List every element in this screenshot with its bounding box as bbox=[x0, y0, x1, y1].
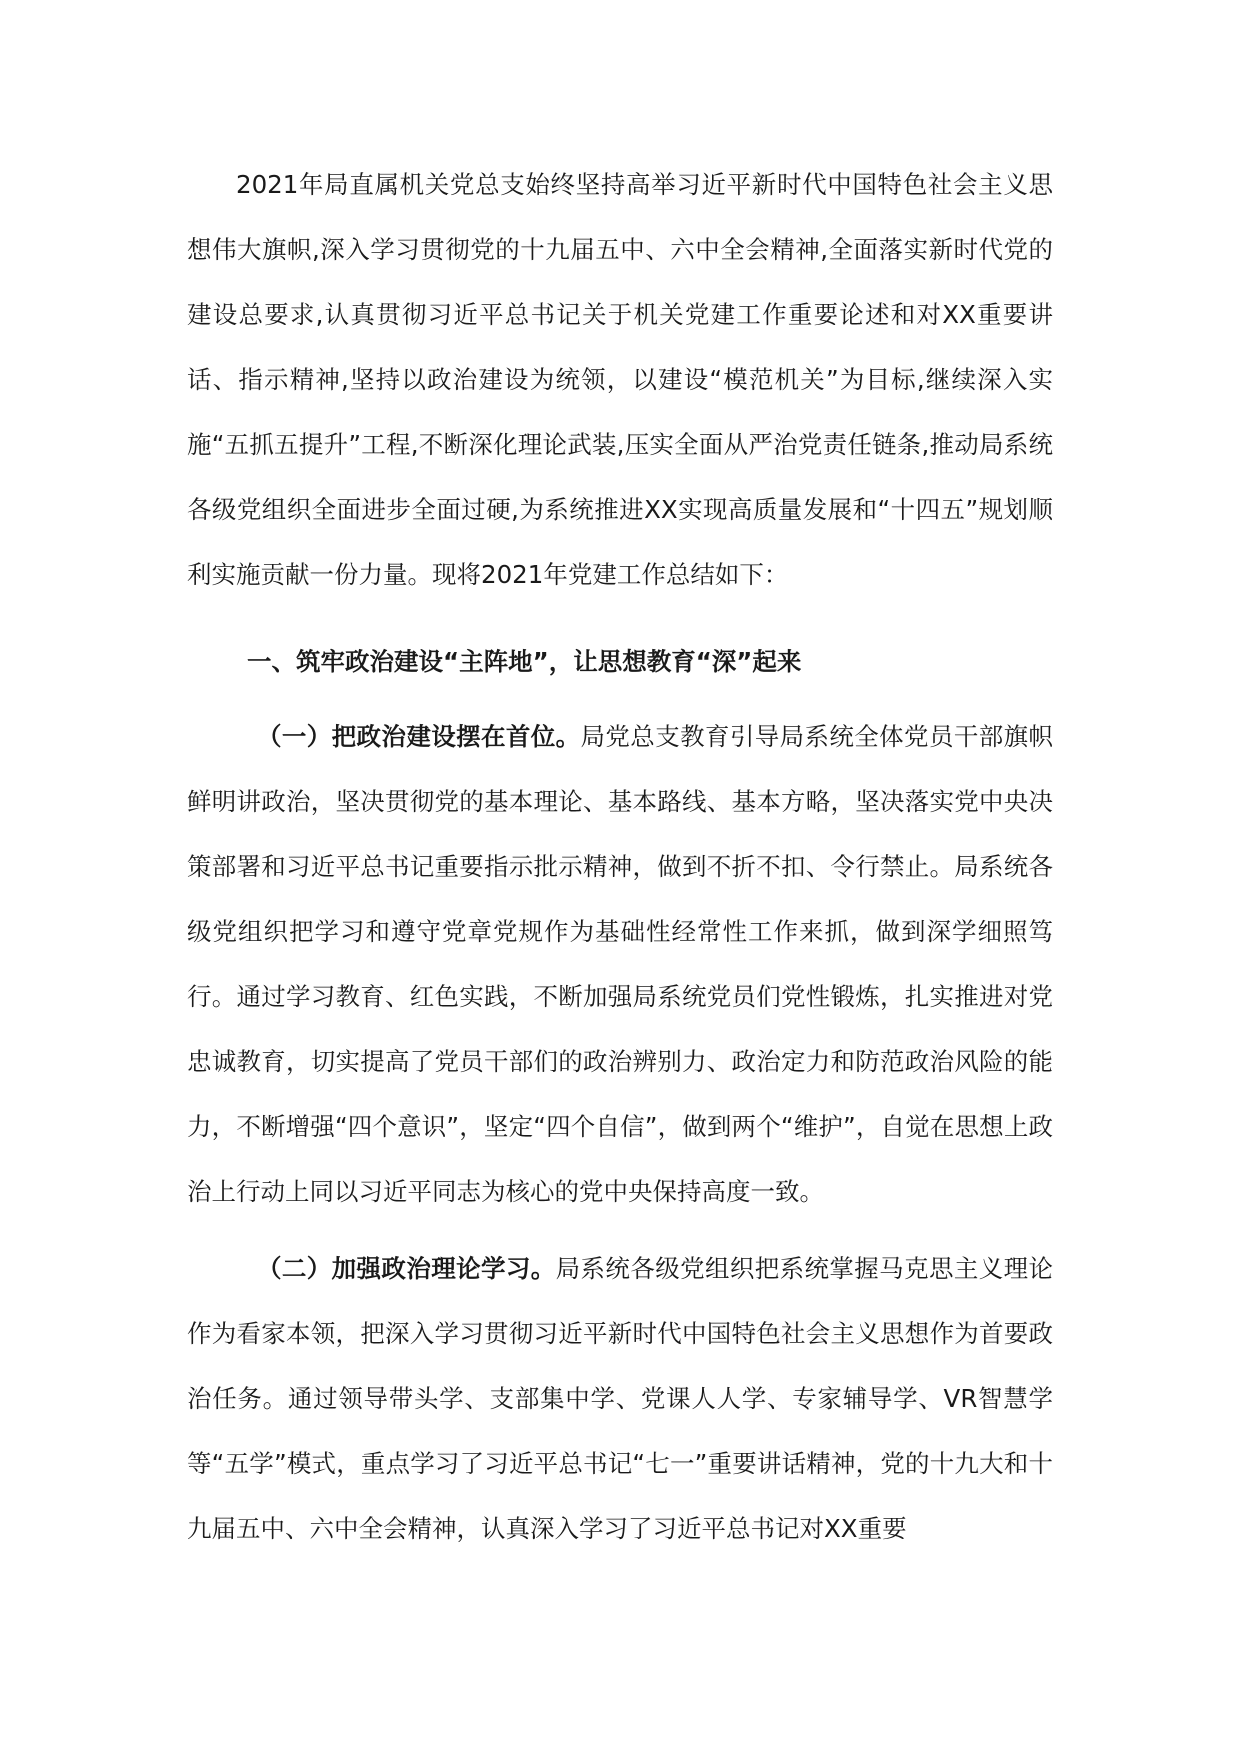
subsection-2-body: 局系统各级党组织把系统掌握马克思主义理论作为看家本领，把深入学习贯彻习近平新时代中国特色社会主义思想作为首要政治任务。通过领导带头学、支部集中学、党课人人学、专家辅导学、VR智慧学等“五学”模式，重点学习了习近平总书记“七一”重要讲话精神，党的十九大和十九届五中、六中全会精神，认真深入学习了习近平总书记对XX重要 bbox=[187, 1254, 1054, 1543]
section-heading: 一、筑牢政治建设“主阵地”，让思想教育“深”起来 bbox=[247, 647, 802, 676]
subsection-1-paragraph bbox=[187, 704, 1053, 1224]
subsection-2-title: （二）加强政治理论学习。 bbox=[257, 1254, 556, 1283]
subsection-1-title: （一）把政治建设摆在首位。 bbox=[257, 722, 581, 751]
spacer bbox=[187, 607, 1053, 619]
intro-paragraph: 2021年局直属机关党总支始终坚持高举习近平新时代中国特色社会主义思想伟大旗帜,深入学习贯彻党的十九届五中、六中全会精神,全面落实新时代党的建设总要求,认真贯彻习近平总书记关于机关党建工作重要论述和对XX重要讲话、指示精神,坚持以政治建设为统领，以建设“模范机关”为目标,继续深入实施“五抓五提升”工程,不断深化理论武装,压实全面从严治党责任链条,推动局系统各级党组织全面进步全面过硬,为系统推进XX实现高质量发展和“十四五”规划顺利实施贡献一份力量。现将2021年党建工作总结如下： bbox=[187, 170, 1053, 589]
subsection-2-paragraph bbox=[187, 1236, 1053, 1561]
spacer bbox=[187, 1224, 1053, 1236]
subsection-1-body: 局党总支教育引导局系统全体党员干部旗帜鲜明讲政治，坚决贯彻党的基本理论、基本路线、基本方略，坚决落实党中央决策部署和习近平总书记重要指示批示精神，做到不折不扣、令行禁止。局系统各级党组织把学习和遵守党章党规作为基础性经常性工作来抓，做到深学细照笃行。通过学习教育、红色实践，不断加强局系统党员们党性锻炼，扎实推进对党忠诚教育，切实提高了党员干部们的政治辨别力、政治定力和防范政治风险的能力，不断增强“四个意识”，坚定“四个自信”，做到两个“维护”，自觉在思想上政治上行动上同以习近平同志为核心的党中央保持高度一致。 bbox=[187, 722, 1053, 1206]
